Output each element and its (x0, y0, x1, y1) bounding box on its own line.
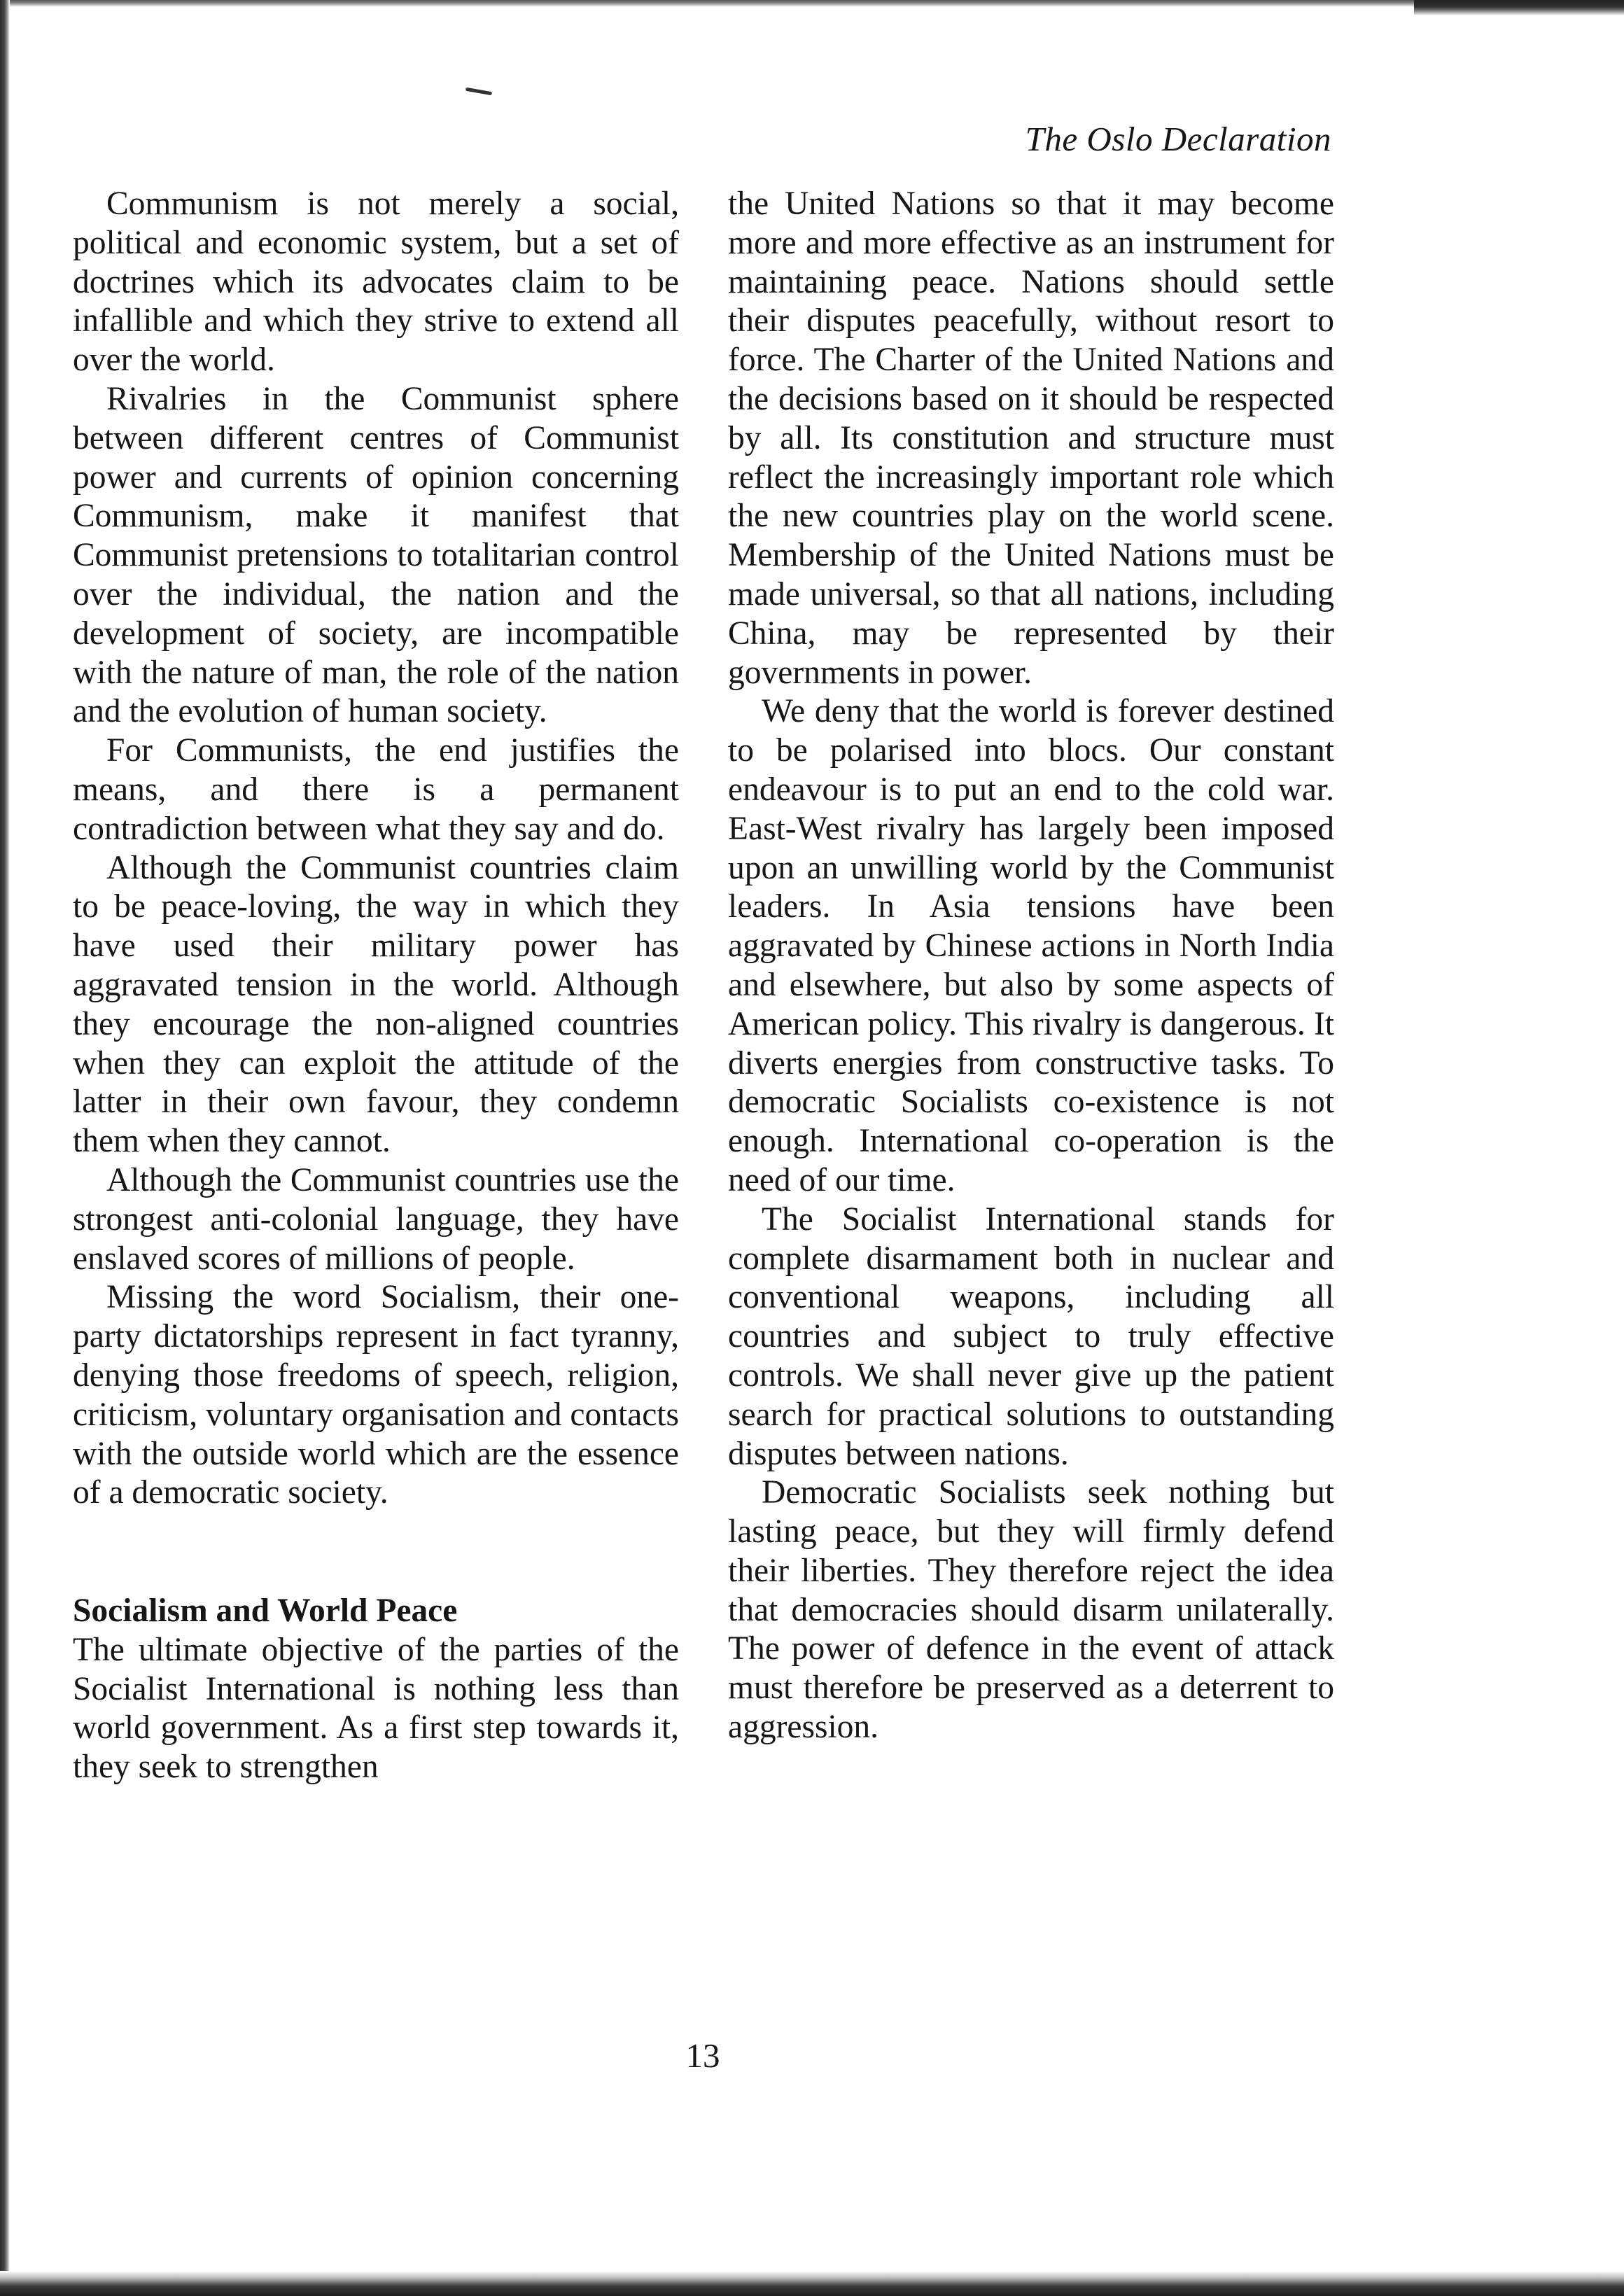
paragraph: Although the Communist countries claim to be peace-loving, the way in which they have used their military power has aggravated tension in the world. Although they encourage the non-aligned countries when they can exploit the attitude of the latter in their own favour, they condemn them when they cannot. (73, 849, 679, 1160)
paragraph: Democratic Socialists seek nothing but lasting peace, but they will firmly defend their liberties. They therefore reject the idea that democracies should disarm unilaterally. The power of defence in the event of attack must therefore be preserved as a deterrent to aggression. (728, 1474, 1334, 1746)
paragraph: Missing the word Socialism, their one-party dictatorships represent in fact tyranny, denying those freedoms of speech, religion, criticism, voluntary organisation and contacts with the outside world which are the essence of a democratic society. (73, 1279, 679, 1511)
scan-border-top-right (1414, 0, 1624, 15)
section-paragraph: The ultimate objective of the parties of the Socialist International is nothing less than world government. As a first step towards it, they seek to strengthen (73, 1631, 679, 1786)
paragraph: The Socialist International stands for complete disarmament both in nuclear and conventional weapons, including all countries and subject to truly effective controls. We shall never give up the patient search for practical solutions to outstanding disputes between nations. (728, 1200, 1334, 1472)
paragraph: We deny that the world is forever destined to be polarised into blocs. Our constant endeavour is to put an end to the cold war. East-West rivalry has largely been imposed upon an unwilling world by the Communist leaders. In Asia tensions have been aggravated by Chinese actions in North India and elsewhere, but also by some aspects of American policy. This rivalry is dangerous. It diverts energies from constructive tasks. To democratic Socialists co-existence is not enough. International co-operation is the need of our time. (728, 693, 1334, 1198)
running-title: The Oslo Declaration (1025, 120, 1331, 158)
scan-border-left (0, 0, 10, 2296)
scan-speck (465, 88, 492, 96)
right-column (728, 185, 1334, 1747)
continued-paragraph: the United Nations so that it may become more and more effective as an instrument for maintaining peace. Nations should settle their disputes peacefully, without resort to force. The Charter of the United Nations and the decisions based on it should be respected by all. Its constitution and structure must reflect the increasingly important role which the new countries play on the world scene. Membership of the United Nations must be made universal, so that all nations, including China, may be represented by their governments in power. (728, 186, 1334, 691)
section-heading: Socialism and World Peace (73, 1592, 458, 1630)
left-column (73, 185, 679, 1787)
page-number: 13 (685, 2036, 720, 2075)
paragraph: For Communists, the end justifies the means, and there is a permanent contradiction between what they say and do. (73, 732, 679, 847)
paragraph: Communism is not merely a social, political and economic system, but a set of doctrines which its advocates claim to be infallible and which they strive to extend all over the world. (73, 186, 679, 379)
paragraph: Rivalries in the Communist sphere between different centres of Communist power and currents of opinion concerning Communism, make it manifest that Communist pretensions to totalitarian control over the individual, the nation and the development of society, are incompatible with the nature of man, the role of the nation and the evolution of human society. (73, 380, 679, 730)
scan-border-top (0, 0, 1624, 7)
scan-border-bottom (0, 2271, 1624, 2296)
paragraph: Although the Communist countries use the strongest anti-colonial language, they have enslaved scores of millions of people. (73, 1161, 679, 1277)
